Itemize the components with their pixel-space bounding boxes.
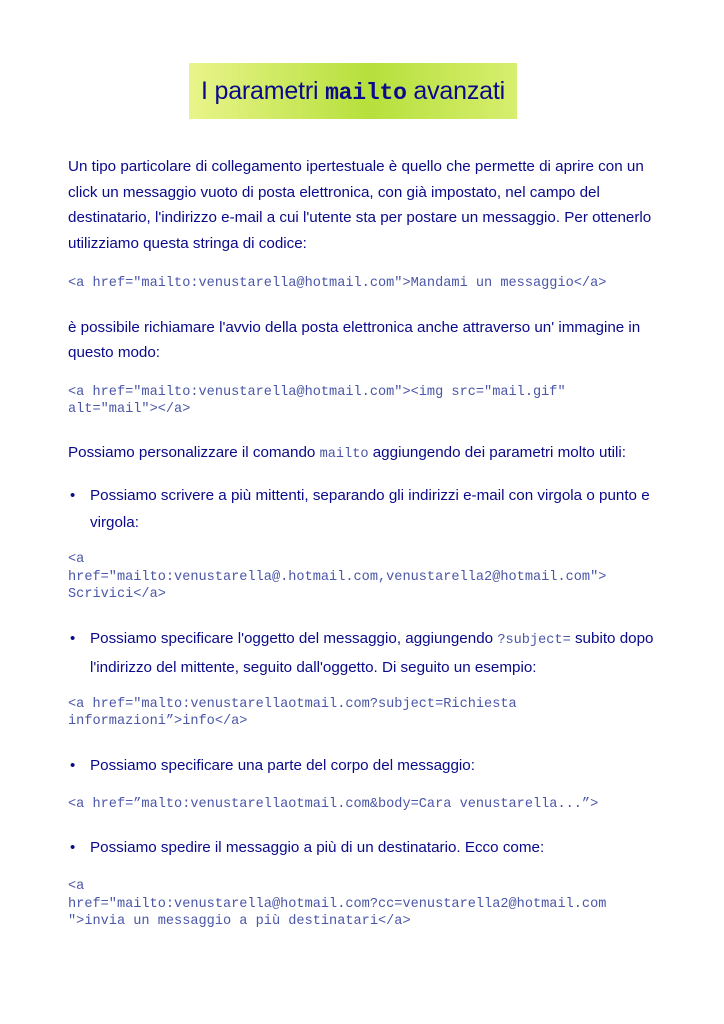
list-item-text-after: subito dopo l'indirizzo del mittente, seguito dall'oggetto. Di seguito un esempio: — [90, 629, 654, 676]
list-item — [68, 482, 658, 536]
list-item-inline-code: ?subject= — [497, 632, 571, 648]
title-banner — [189, 63, 517, 119]
title-text-after: avanzati — [406, 76, 505, 105]
list-item-text: Possiamo scrivere a più mittenti, separando gli indirizzi e-mail con virgola o punto e virgola: — [90, 487, 650, 531]
list-item-text: Possiamo spedire il messaggio a più di un destinatario. Ecco come: — [90, 839, 545, 856]
bullet-icon: • — [70, 839, 76, 856]
code-example-subject: <a href="malto:venustarellaotmail.com?subject=Richiesta informazioni”>info</a> — [68, 696, 517, 729]
parameters-list — [68, 482, 658, 931]
document-body — [68, 154, 658, 931]
bullet-icon: • — [70, 487, 76, 504]
code-example-mailto: <a href="mailto:venustarella@hotmail.com">Mandami un messaggio</a> — [68, 276, 607, 291]
list-item-text: Possiamo specificare una parte del corpo del messaggio: — [90, 756, 475, 774]
list-item-text-before: Possiamo specificare l'oggetto del messaggio, aggiungendo — [90, 629, 498, 647]
bullet-icon: • — [70, 756, 76, 774]
parameters-inline-code: mailto — [319, 446, 369, 462]
list-item — [68, 625, 658, 681]
parameters-text-before: Possiamo personalizzare il comando — [68, 443, 320, 461]
code-example-multiple-recipients: <a href="mailto:venustarella@.hotmail.com,venustarella2@hotmail.com"> Scrivici</a> — [68, 552, 607, 602]
code-example-image-mailto: <a href="mailto:venustarella@hotmail.com"><img src="mail.gif" alt="mail"></a> — [68, 384, 566, 417]
list-item — [68, 834, 658, 861]
title-text-before: I parametri — [201, 76, 326, 105]
parameters-paragraph — [68, 440, 658, 468]
image-link-paragraph: è possibile richiamare l'avvio della posta elettronica anche attraverso un' immagine in questo modo: — [68, 318, 641, 361]
code-example-cc: <a href="mailto:venustarella@hotmail.com?cc=venustarella2@hotmail.com ">invia un messaggio a più destinatari</a> — [68, 879, 607, 929]
title-code: mailto — [325, 79, 407, 106]
code-example-body: <a href=”malto:venustarellaotmail.com&body=Cara venustarella...”> — [68, 796, 599, 812]
list-item — [68, 752, 658, 779]
page-title — [201, 77, 505, 106]
parameters-text-after: aggiungendo dei parametri molto utili: — [368, 443, 627, 461]
intro-paragraph: Un tipo particolare di collegamento ipertestuale è quello che permette di aprire con un click un messaggio vuoto di posta elettronica, con già impostato, nel campo del destinatario, l'indirizzo e-mail a cui l'utente sta per postare un messaggio. Per ottenerlo utilizziamo questa stringa di codice: — [68, 158, 652, 252]
bullet-icon: • — [70, 629, 76, 647]
